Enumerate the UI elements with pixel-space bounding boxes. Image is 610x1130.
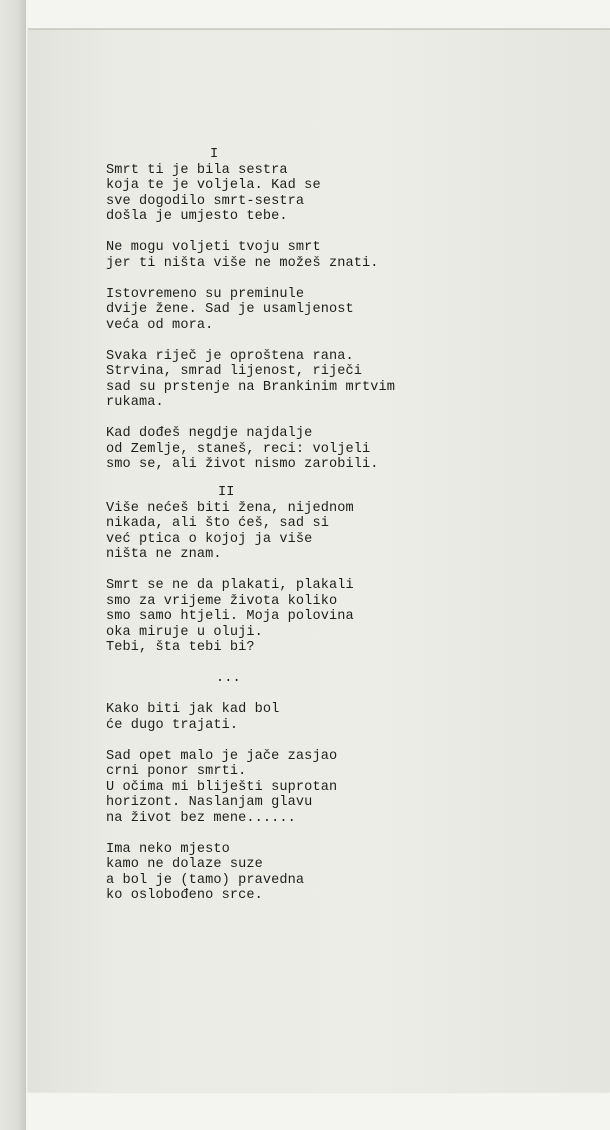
poem-line: crni ponor smrti.	[106, 764, 247, 779]
section-3-stanzas	[106, 702, 466, 904]
poem-line: ko oslobođeno srce.	[106, 888, 263, 903]
poem-line: kamo ne dolaze suze	[106, 857, 263, 872]
poem-line: jer ti ništa više ne možeš znati.	[106, 255, 379, 271]
poem-line: Tebi, šta tebi bi?	[106, 640, 255, 655]
stanza	[106, 163, 466, 225]
poem-line: rukama.	[106, 395, 164, 410]
poem-line: smo za vrijeme života koliko	[106, 593, 338, 609]
poem-line: smo samo htjeli. Moja polovina	[106, 609, 354, 624]
poem-line: Ne mogu voljeti tvoju smrt	[106, 240, 321, 255]
poem-line: Kako biti jak kad bol	[106, 702, 280, 717]
poem-line: sad su prstenje na Brankinim mrtvim	[106, 379, 396, 395]
stanza	[106, 240, 466, 271]
poem-line: će dugo trajati.	[106, 717, 239, 733]
section-1-stanzas	[106, 163, 466, 473]
poem-line: od Zemlje, staneš, reci: voljeli	[106, 441, 371, 457]
poem-line: koja te je voljela. Kad se	[106, 178, 321, 193]
poem-line: nikada, ali što ćeš, sad si	[106, 516, 329, 531]
stanza	[106, 578, 466, 656]
poem-line: oka miruje u oluji.	[106, 624, 263, 640]
section-2-stanzas	[106, 501, 466, 656]
poem-line: dvije žene. Sad je usamljenost	[106, 302, 354, 317]
poem-line: horizont. Naslanjam glavu	[106, 795, 313, 810]
adjacent-page-edge	[0, 0, 26, 1130]
section-separator: ...	[216, 671, 241, 686]
poem-line: Ima neko mjesto	[106, 841, 230, 857]
stanza	[106, 349, 466, 411]
poem-text	[106, 147, 466, 919]
poem-line: Sad opet malo je jače zasjao	[106, 748, 338, 764]
poem-line: a bol je (tamo) pravedna	[106, 872, 305, 888]
poem-line: ništa ne znam.	[106, 547, 222, 562]
poem-line: Smrt ti je bila sestra	[106, 162, 288, 178]
poem-line: došla je umjesto tebe.	[106, 209, 288, 224]
poem-line: Smrt se ne da plakati, plakali	[106, 578, 354, 593]
stanza	[106, 501, 466, 563]
poem-line: Svaka riječ je oproštena rana.	[106, 348, 354, 364]
poem-line: veća od mora.	[106, 317, 214, 333]
poem-line: Više nećeš biti žena, nijednom	[106, 500, 354, 516]
stanza	[106, 287, 466, 334]
poem-line: već ptica o kojoj ja više	[106, 531, 313, 547]
poem-line: smo se, ali život nismo zarobili.	[106, 457, 379, 472]
poem-line: Strvina, smrad lijenost, riječi	[106, 364, 362, 379]
stanza	[106, 749, 466, 827]
poem-line: Kad dođeš negdje najdalje	[106, 426, 313, 441]
poem-line: U očima mi bliješti suprotan	[106, 779, 338, 795]
stanza	[106, 702, 466, 733]
poem-line: Istovremeno su preminule	[106, 286, 305, 302]
stanza	[106, 842, 466, 904]
section-heading-1: I	[210, 147, 219, 162]
stanza	[106, 426, 466, 473]
poem-line: sve dogodilo smrt-sestra	[106, 193, 305, 209]
section-heading-2: II	[218, 485, 235, 500]
poem-line: na život bez mene......	[106, 810, 296, 826]
